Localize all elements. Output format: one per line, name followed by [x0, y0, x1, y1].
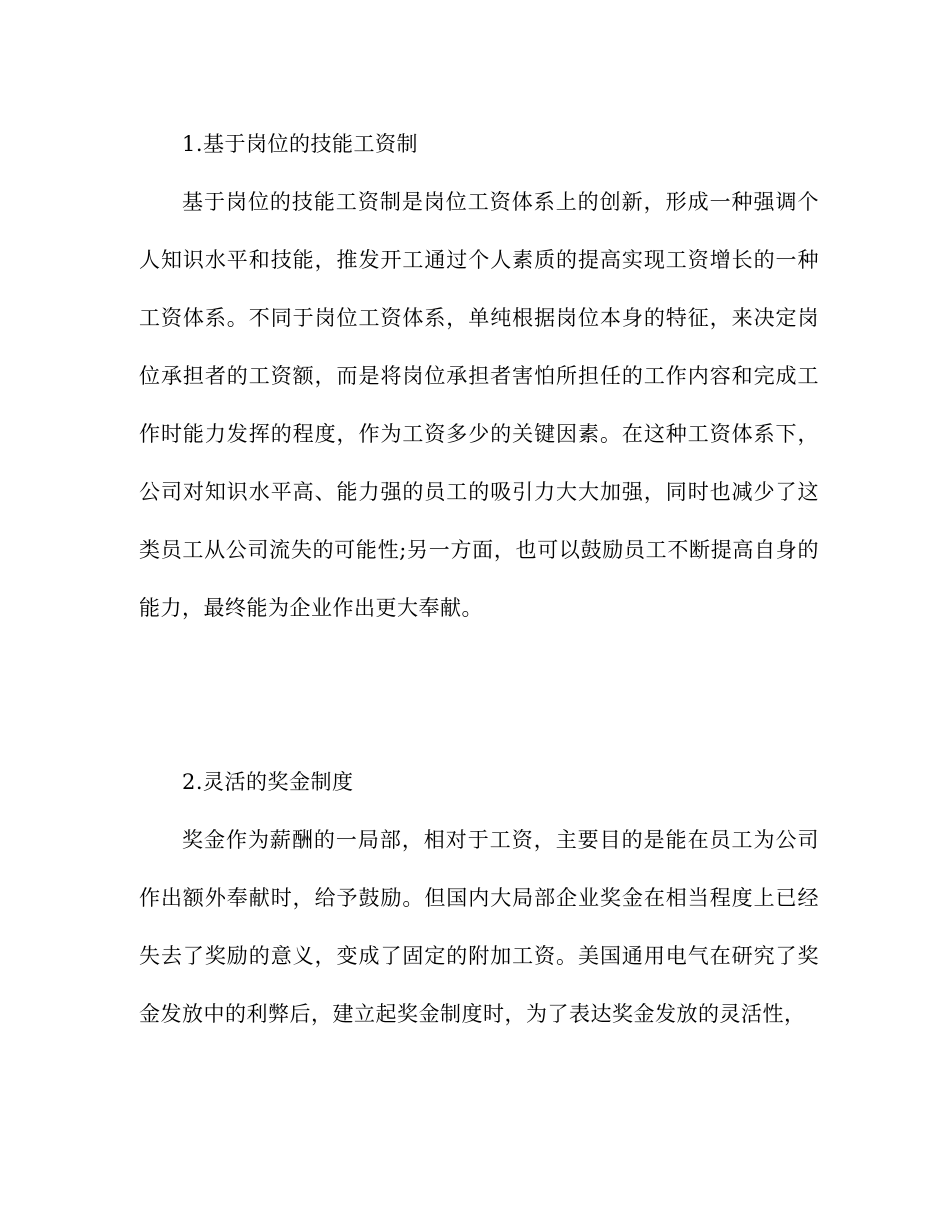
section-heading-2: 2.灵活的奖金制度 [182, 770, 354, 794]
section-paragraph-1: 基于岗位的技能工资制是岗位工资体系上的创新，形成一种强调个人知识水平和技能，推发开工通过个人素质的提高实现工资增长的一种工资体系。不同于岗位工资体系，单纯根据岗位本身的特征，来决定岗位承担者的工资额，而是将岗位承担者害怕所担任的工作内容和完成工作时能力发挥的程度，作为工资多少的关键因素。在这种工资体系下，公司对知识水平高、能力强的员工的吸引力大大加强，同时也减少了这类员工从公司流失的可能性;另一方面，也可以鼓励员工不断提高自身的能力，最终能为企业作出更大奉献。 [139, 190, 819, 620]
section-heading-1: 1.基于岗位的技能工资制 [182, 132, 419, 156]
section-paragraph-2: 奖金作为薪酬的一局部，相对于工资，主要目的是能在员工为公司作出额外奉献时，给予鼓励。但国内大局部企业奖金在相当程度上已经失去了奖励的意义，变成了固定的附加工资。美国通用电气在研究了奖金发放中的利弊后，建立起奖金制度时，为了表达奖金发放的灵活性， [139, 828, 819, 1026]
